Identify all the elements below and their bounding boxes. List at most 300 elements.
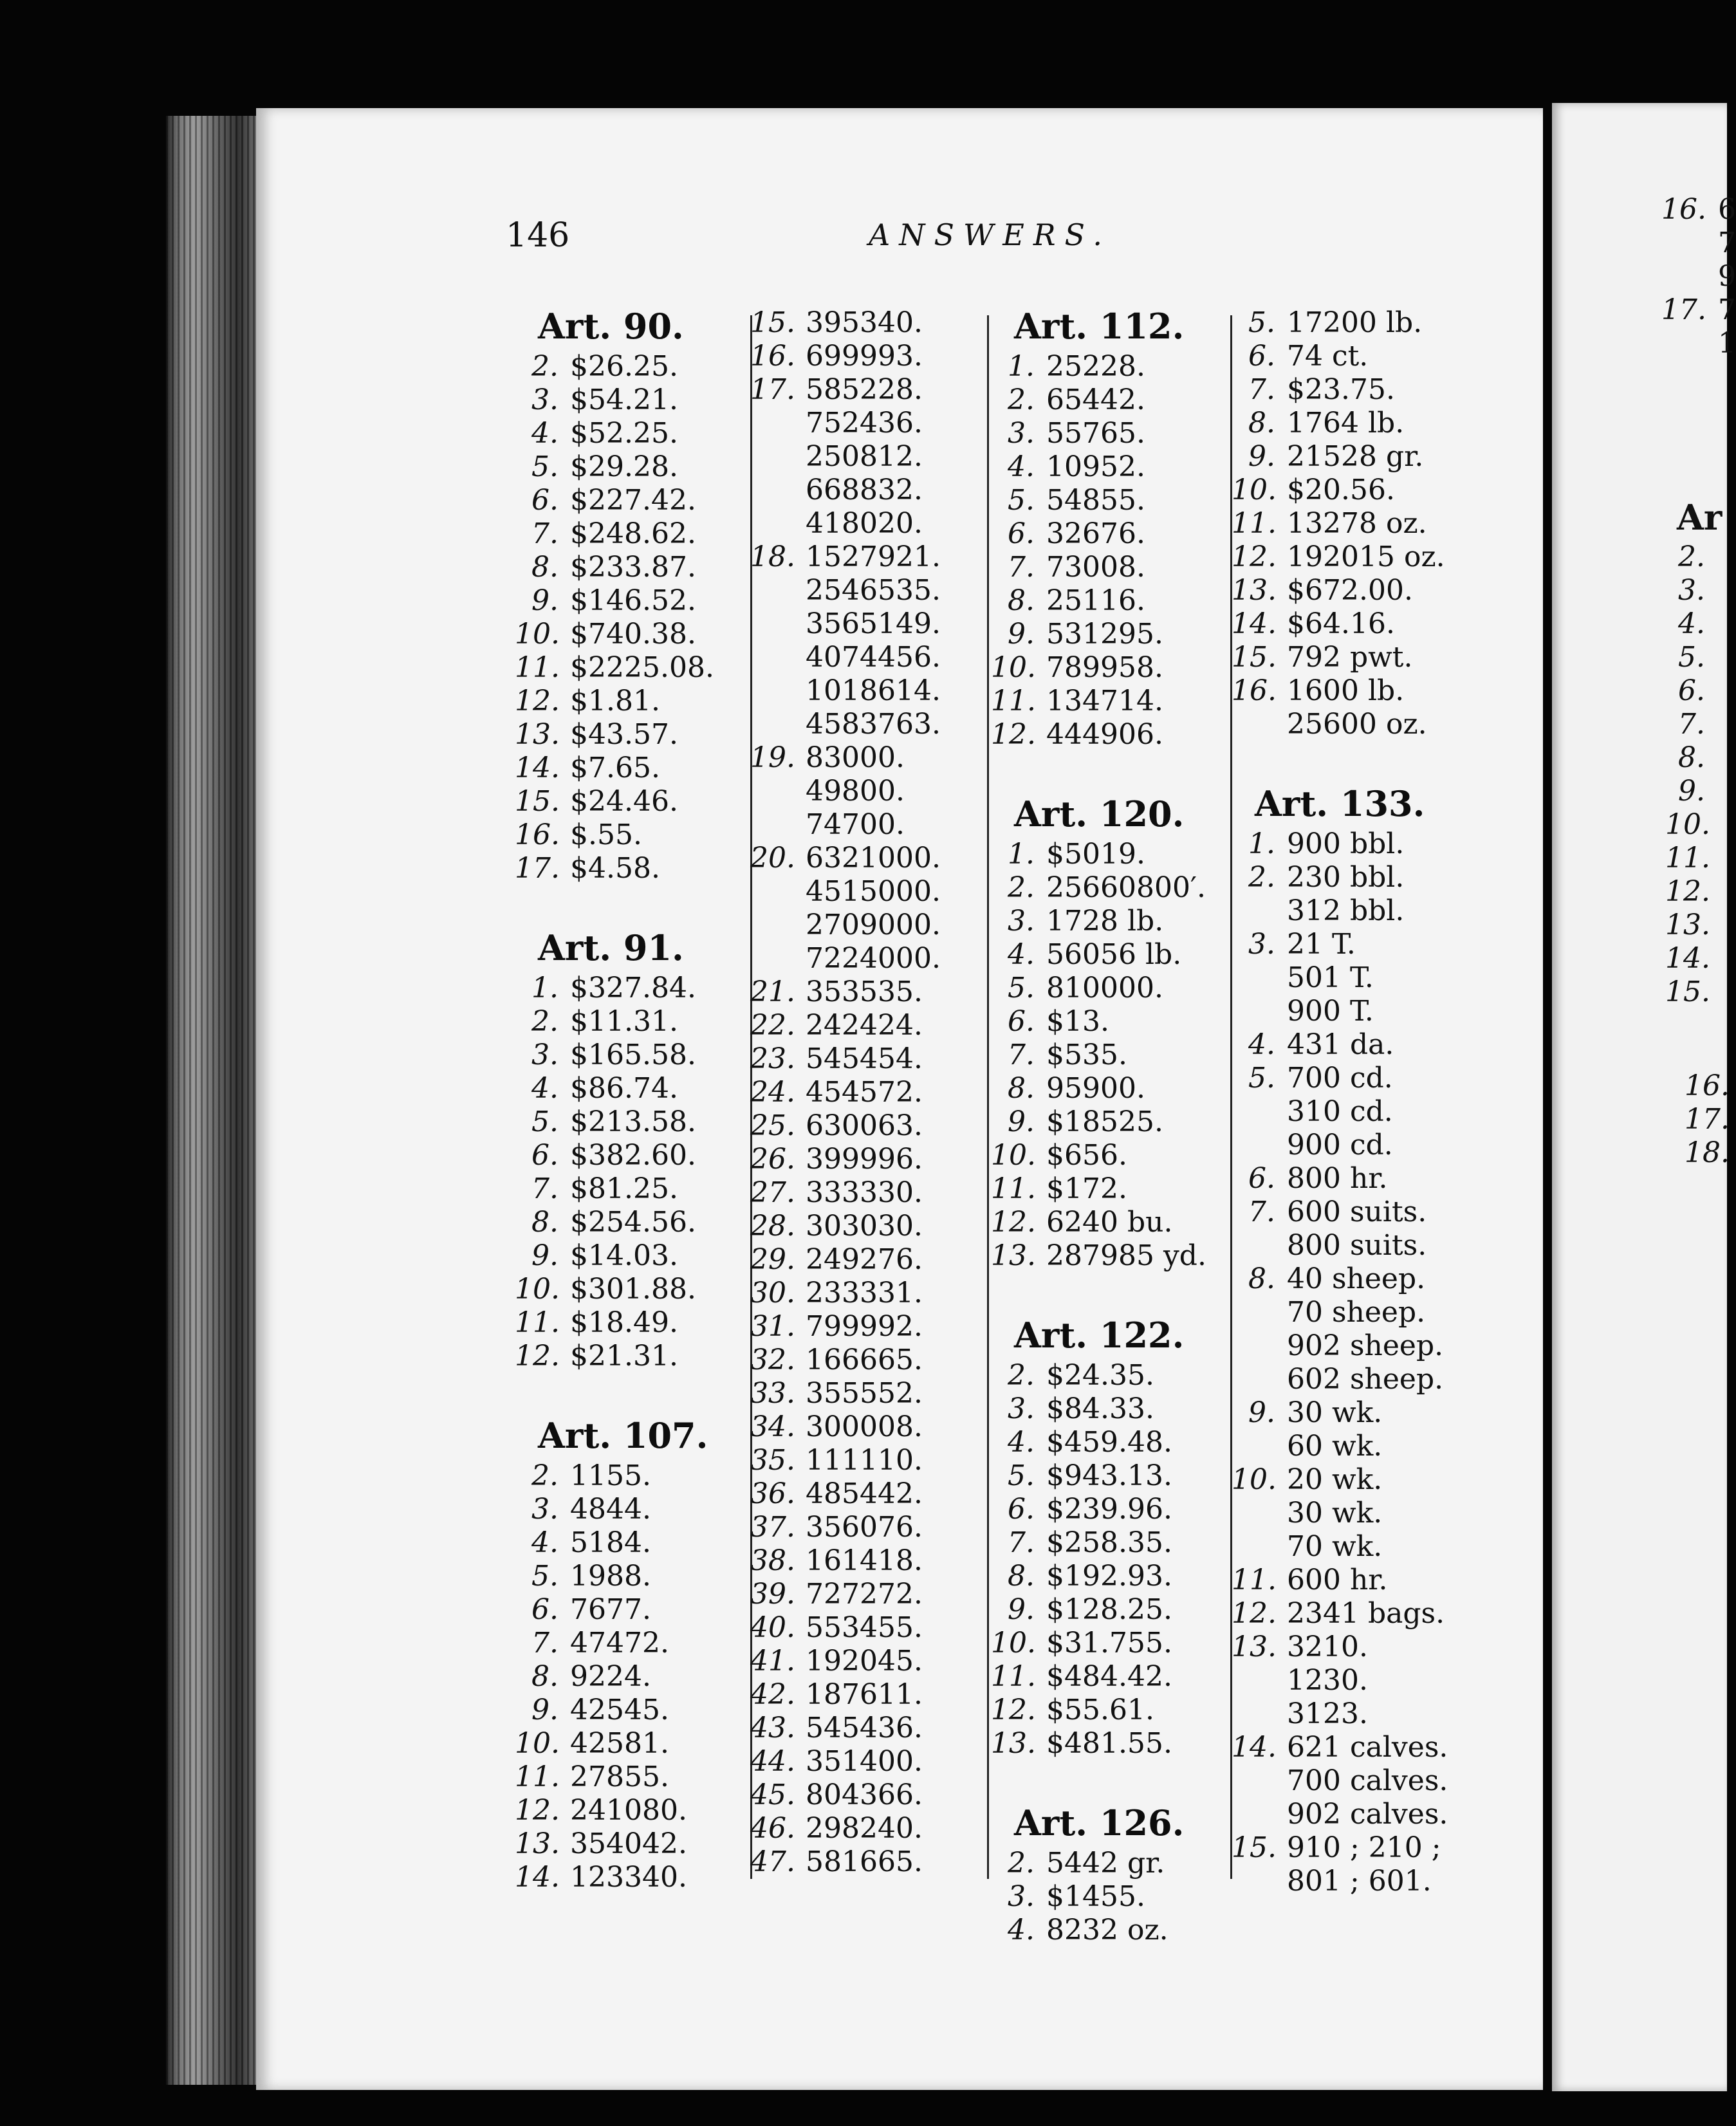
answer-row [1232, 861, 1448, 894]
answer-value: 65442. [1046, 384, 1145, 416]
answer-row [515, 752, 714, 785]
answer-value: 287985 yd. [1046, 1239, 1206, 1272]
section-gap [515, 1373, 714, 1412]
problem-number [750, 607, 806, 641]
answer-value: $327.84. [570, 972, 696, 1004]
answer-row [991, 417, 1206, 450]
section-gap [991, 1761, 1206, 1799]
answer-row [750, 1544, 941, 1578]
problem-number [750, 474, 806, 507]
problem-number: 7. [1008, 551, 1035, 584]
answer-value: 3123. [1287, 1697, 1368, 1730]
answer-row [1232, 641, 1448, 674]
answer-value: 333330. [806, 1176, 923, 1209]
answer-value: 789958. [1046, 651, 1163, 684]
answer-row [750, 775, 941, 808]
problem-number: 3. [531, 1493, 559, 1526]
problem-number: 3. [1008, 417, 1035, 450]
problem-number: 26. [750, 1143, 795, 1176]
answer-row [515, 1072, 714, 1105]
answer-value: 47472. [570, 1627, 669, 1659]
facing-page-value: 9 [1718, 260, 1736, 293]
answer-row [515, 1526, 714, 1560]
answer-row [750, 1344, 941, 1377]
problem-number: 1. [531, 972, 559, 1004]
answer-value: 166665. [806, 1344, 923, 1376]
answer-row [991, 1072, 1206, 1105]
answer-row [1232, 827, 1448, 861]
problem-number [1232, 1296, 1287, 1329]
problem-number: 14. [515, 1861, 560, 1894]
answer-row [750, 407, 941, 440]
problem-number: 10. [991, 1627, 1036, 1659]
problem-number: 19. [750, 741, 795, 774]
problem-number: 31. [750, 1310, 795, 1343]
section-gap [991, 752, 1206, 790]
answer-row [750, 842, 941, 875]
problem-number [750, 808, 806, 842]
problem-number: 46. [750, 1812, 795, 1845]
answer-value: $672.00. [1287, 574, 1413, 607]
answer-value: 1230. [1287, 1664, 1368, 1697]
answer-value: 1988. [570, 1560, 651, 1593]
column-rule [987, 315, 989, 1879]
answer-row [991, 1627, 1206, 1660]
problem-number: 9. [531, 1694, 559, 1726]
facing-page-value: 7 [1718, 226, 1736, 259]
answer-row [991, 1660, 1206, 1694]
answer-row [991, 1139, 1206, 1172]
answer-value: 25600 oz. [1287, 708, 1427, 741]
article-heading: Art. 120. [1014, 793, 1185, 835]
answer-row [1232, 1664, 1448, 1697]
problem-number: 4. [531, 417, 559, 450]
answer-row [515, 1005, 714, 1039]
answer-value: $52.25. [570, 417, 678, 450]
problem-number: 5. [531, 1105, 559, 1138]
problem-number: 21. [750, 975, 795, 1008]
problem-number: 11. [515, 651, 560, 684]
answer-row [991, 1172, 1206, 1206]
answer-row [1232, 1396, 1448, 1430]
problem-number: 14. [515, 752, 560, 784]
answer-value: 60 wk. [1287, 1430, 1383, 1463]
answer-row [750, 474, 941, 507]
answer-row [991, 1526, 1206, 1560]
answer-row [515, 484, 714, 517]
problem-number: 4. [1248, 1028, 1275, 1061]
answer-row [515, 1660, 714, 1694]
problem-number: 4. [1008, 450, 1035, 483]
answer-row [515, 618, 714, 651]
facing-page-value: 6 [1718, 193, 1736, 226]
facing-page-number: 10. [1665, 808, 1710, 841]
article-heading: Art. 107. [538, 1415, 708, 1456]
answer-value: $535. [1046, 1039, 1127, 1071]
answer-row [991, 1239, 1206, 1273]
answer-value: 230 bbl. [1287, 861, 1405, 894]
problem-number: 3. [531, 1039, 559, 1071]
problem-number: 34. [750, 1410, 795, 1443]
answer-row [750, 1645, 941, 1678]
problem-number: 5. [1248, 306, 1275, 339]
answer-value: 1728 lb. [1046, 905, 1164, 938]
answer-value: 187611. [806, 1678, 923, 1711]
answer-row [750, 1712, 941, 1745]
problem-number [1232, 894, 1287, 928]
answer-row [991, 618, 1206, 651]
answer-value: $29.28. [570, 450, 678, 483]
answer-row [750, 1745, 941, 1779]
answer-row [991, 551, 1206, 584]
answer-row [515, 1761, 714, 1794]
answer-value: 25228. [1046, 350, 1145, 383]
article-heading: Art. 112. [1014, 306, 1185, 347]
problem-number [1232, 708, 1287, 741]
answer-value: $21.31. [570, 1340, 678, 1373]
answer-value: $484.42. [1046, 1660, 1172, 1693]
answer-row [991, 1359, 1206, 1392]
answer-row [1232, 474, 1448, 507]
facing-page-number: 16. [1685, 1069, 1730, 1102]
problem-number [1232, 1697, 1287, 1731]
answer-value: $4.58. [570, 852, 660, 885]
problem-number [1232, 1229, 1287, 1262]
answer-row [750, 373, 941, 407]
answer-row [1232, 1129, 1448, 1162]
answer-value: 700 calves. [1287, 1764, 1448, 1797]
answer-row [750, 708, 941, 741]
problem-number [750, 407, 806, 440]
answer-value: 1764 lb. [1287, 407, 1405, 439]
answer-value: 545454. [806, 1042, 923, 1075]
problem-number: 12. [515, 1340, 560, 1373]
answer-value: $254.56. [570, 1206, 696, 1239]
answer-row [515, 852, 714, 885]
answer-value: 4074456. [806, 641, 941, 674]
answer-row [750, 808, 941, 842]
problem-number: 8. [1248, 407, 1275, 439]
problem-number [750, 775, 806, 808]
answer-row [515, 685, 714, 718]
problem-number: 8. [1008, 1072, 1035, 1105]
answer-value: 20 wk. [1287, 1463, 1383, 1496]
problem-number: 3. [1008, 1392, 1035, 1425]
answer-row [1232, 1731, 1448, 1764]
answer-row [750, 1377, 941, 1410]
problem-number: 13. [991, 1727, 1036, 1760]
problem-number: 9. [1008, 618, 1035, 651]
facing-page-fragment [1552, 103, 1736, 2091]
answer-value: $233.87. [570, 551, 696, 584]
answer-value: 668832. [806, 474, 923, 506]
answer-value: $23.75. [1287, 373, 1395, 406]
answer-row [750, 674, 941, 708]
answer-row [750, 1210, 941, 1243]
problem-number: 16. [515, 818, 560, 851]
problem-number: 10. [515, 1273, 560, 1306]
problem-number: 3. [1008, 905, 1035, 938]
facing-page-number: 12. [1665, 875, 1710, 908]
problem-number: 5. [531, 1560, 559, 1593]
answer-row [991, 584, 1206, 618]
problem-number: 12. [1232, 541, 1277, 573]
answer-value: $165.58. [570, 1039, 696, 1071]
answer-column-4 [1232, 306, 1448, 1898]
answer-row [1232, 1564, 1448, 1597]
answer-value: 40 sheep. [1287, 1262, 1426, 1295]
facing-page-number: 16. [1661, 193, 1706, 226]
answer-row [750, 306, 941, 340]
problem-number: 17. [750, 373, 795, 406]
problem-number: 35. [750, 1444, 795, 1477]
facing-page-number: 5. [1678, 641, 1705, 674]
answer-value: $146.52. [570, 584, 696, 617]
answer-value: 10952. [1046, 450, 1145, 483]
problem-number: 9. [1248, 1396, 1275, 1429]
answer-value: 2709000. [806, 909, 941, 941]
answer-row [750, 1812, 941, 1845]
problem-number: 18. [750, 541, 795, 573]
answer-value: $55.61. [1046, 1694, 1154, 1726]
problem-number: 6. [1008, 517, 1035, 550]
answer-row [515, 1493, 714, 1526]
problem-number: 13. [515, 1827, 560, 1860]
answer-value: 900 cd. [1287, 1129, 1393, 1161]
answer-row [1232, 894, 1448, 928]
answer-value: $301.88. [570, 1273, 696, 1306]
problem-number: 39. [750, 1578, 795, 1611]
problem-number: 6. [531, 484, 559, 517]
answer-value: 192045. [806, 1645, 923, 1678]
answer-row [750, 1176, 941, 1210]
answer-row [515, 1105, 714, 1139]
answer-value: 553455. [806, 1611, 923, 1644]
facing-page-number: 15. [1665, 975, 1710, 1008]
problem-number [750, 507, 806, 541]
answer-row [750, 1511, 941, 1544]
answer-row [1232, 306, 1448, 340]
answer-value: $656. [1046, 1139, 1127, 1172]
problem-number: 20. [750, 842, 795, 874]
problem-number [1232, 1497, 1287, 1530]
problem-number: 3. [1008, 1880, 1035, 1913]
problem-number: 8. [531, 1660, 559, 1693]
answer-value: 1600 lb. [1287, 674, 1405, 707]
answer-value: $7.65. [570, 752, 660, 784]
answer-row [515, 1239, 714, 1273]
answer-row [1232, 373, 1448, 407]
problem-number: 7. [1248, 373, 1275, 406]
answer-row [991, 384, 1206, 417]
problem-number: 2. [531, 1459, 559, 1492]
answer-value: $172. [1046, 1172, 1127, 1205]
answer-value: 30 wk. [1287, 1497, 1383, 1530]
answer-row [515, 1172, 714, 1206]
answer-value: $13. [1046, 1005, 1109, 1038]
answer-value: $740.38. [570, 618, 696, 651]
answer-value: $258.35. [1046, 1526, 1172, 1559]
problem-number [750, 942, 806, 975]
problem-number: 3. [531, 384, 559, 416]
answer-value: 902 sheep. [1287, 1329, 1444, 1362]
problem-number: 2. [531, 1005, 559, 1038]
answer-value: $213.58. [570, 1105, 696, 1138]
problem-number: 47. [750, 1845, 795, 1878]
facing-page-number: 18. [1685, 1136, 1730, 1169]
answer-row [515, 1273, 714, 1306]
problem-number: 32. [750, 1344, 795, 1376]
answer-row [515, 1306, 714, 1340]
answer-row [515, 1459, 714, 1493]
answer-row [515, 1727, 714, 1761]
problem-number: 5. [1008, 1459, 1035, 1492]
facing-page-number: 11. [1665, 842, 1710, 874]
answer-value: 910 ; 210 ; [1287, 1831, 1441, 1864]
answer-row [991, 972, 1206, 1005]
answer-value: 298240. [806, 1812, 923, 1845]
answer-value: 312 bbl. [1287, 894, 1405, 927]
answer-row [991, 450, 1206, 484]
answer-row [515, 417, 714, 450]
answer-value: 123340. [570, 1861, 687, 1894]
answer-row [750, 440, 941, 474]
facing-page-number: 7. [1678, 708, 1705, 741]
answer-value: 799992. [806, 1310, 923, 1343]
answer-value: 699993. [806, 340, 923, 373]
answer-row [1232, 1062, 1448, 1095]
problem-number: 1. [1248, 827, 1275, 860]
answer-value: 5184. [570, 1526, 651, 1559]
answer-value: 902 calves. [1287, 1798, 1448, 1831]
problem-number: 9. [1008, 1105, 1035, 1138]
page-number: 146 [506, 216, 570, 255]
answer-value: 418020. [806, 507, 923, 540]
answer-row [1232, 1530, 1448, 1564]
problem-number [1232, 1430, 1287, 1463]
answer-row [750, 1076, 941, 1109]
answer-value: $81.25. [570, 1172, 678, 1205]
answer-value: $459.48. [1046, 1426, 1172, 1459]
problem-number [750, 574, 806, 607]
answer-value: 600 suits. [1287, 1196, 1427, 1228]
answer-value: 17200 lb. [1287, 306, 1423, 339]
facing-page-number: 13. [1665, 909, 1710, 941]
answer-value: $18525. [1046, 1105, 1163, 1138]
answer-value: 621 calves. [1287, 1731, 1448, 1764]
problem-number: 16. [1232, 674, 1277, 707]
answer-value: 1155. [570, 1459, 651, 1492]
problem-number: 29. [750, 1243, 795, 1276]
problem-number: 4. [531, 1526, 559, 1559]
answer-value: 4844. [570, 1493, 651, 1526]
answer-row [515, 1861, 714, 1894]
answer-value: 111110. [806, 1444, 923, 1477]
problem-number: 24. [750, 1076, 795, 1109]
problem-number: 44. [750, 1745, 795, 1778]
answer-row [515, 584, 714, 618]
problem-number: 42. [750, 1678, 795, 1711]
answer-value: $86.74. [570, 1072, 678, 1105]
answer-row [1232, 1764, 1448, 1798]
answer-row [515, 551, 714, 584]
problem-number: 5. [1008, 484, 1035, 517]
problem-number: 9. [1008, 1593, 1035, 1626]
answer-row [1232, 1162, 1448, 1196]
answer-value: 1527921. [806, 541, 941, 573]
answer-value: $5019. [1046, 838, 1145, 871]
answer-value: 810000. [1046, 972, 1163, 1004]
answer-value: 454572. [806, 1076, 923, 1109]
section-gap [515, 885, 714, 924]
answer-row [991, 1880, 1206, 1914]
answer-value: 399996. [806, 1143, 923, 1176]
answer-value: 792 pwt. [1287, 641, 1413, 674]
answer-row [750, 909, 941, 942]
problem-number: 5. [1248, 1062, 1275, 1095]
answer-value: $1455. [1046, 1880, 1145, 1913]
problem-number: 12. [991, 1206, 1036, 1239]
answer-row [1232, 340, 1448, 373]
answer-value: 3210. [1287, 1631, 1368, 1663]
answer-value: 752436. [806, 407, 923, 439]
problem-number [1232, 961, 1287, 995]
answer-value: 70 wk. [1287, 1530, 1383, 1563]
answer-row [1232, 1865, 1448, 1898]
answer-row [1232, 574, 1448, 607]
problem-number: 7. [1248, 1196, 1275, 1228]
problem-number: 6. [531, 1593, 559, 1626]
problem-number: 7. [531, 1172, 559, 1205]
answer-row [750, 875, 941, 909]
answer-value: 356076. [806, 1511, 923, 1544]
facing-page-row [1648, 327, 1736, 360]
answer-row [1232, 407, 1448, 440]
answer-value: 249276. [806, 1243, 923, 1276]
problem-number: 15. [515, 785, 560, 818]
answer-row [515, 1560, 714, 1593]
problem-number [750, 641, 806, 674]
answer-value: 900 bbl. [1287, 827, 1405, 860]
problem-number: 15. [750, 306, 795, 339]
answer-value: 354042. [570, 1827, 687, 1860]
problem-number: 11. [515, 1306, 560, 1339]
answer-value: 3565149. [806, 607, 941, 640]
book-spine [166, 116, 263, 2085]
problem-number: 40. [750, 1611, 795, 1644]
problem-number: 38. [750, 1544, 795, 1577]
answer-row [1232, 995, 1448, 1028]
problem-number: 9. [1248, 440, 1275, 473]
problem-number: 23. [750, 1042, 795, 1075]
answer-value: 32676. [1046, 517, 1145, 550]
answer-row [991, 685, 1206, 718]
problem-number: 2. [1248, 861, 1275, 894]
answer-row [991, 1493, 1206, 1526]
answer-value: $24.35. [1046, 1359, 1154, 1392]
answer-row [750, 1410, 941, 1444]
answer-value: 241080. [570, 1794, 687, 1827]
problem-number: 7. [531, 1627, 559, 1659]
problem-number: 5. [531, 450, 559, 483]
problem-number: 12. [515, 685, 560, 717]
answer-value: 233331. [806, 1277, 923, 1309]
problem-number: 1. [1008, 350, 1035, 383]
answer-value: 74 ct. [1287, 340, 1369, 373]
problem-number: 4. [531, 1072, 559, 1105]
problem-number: 10. [515, 1727, 560, 1760]
problem-number: 30. [750, 1277, 795, 1309]
